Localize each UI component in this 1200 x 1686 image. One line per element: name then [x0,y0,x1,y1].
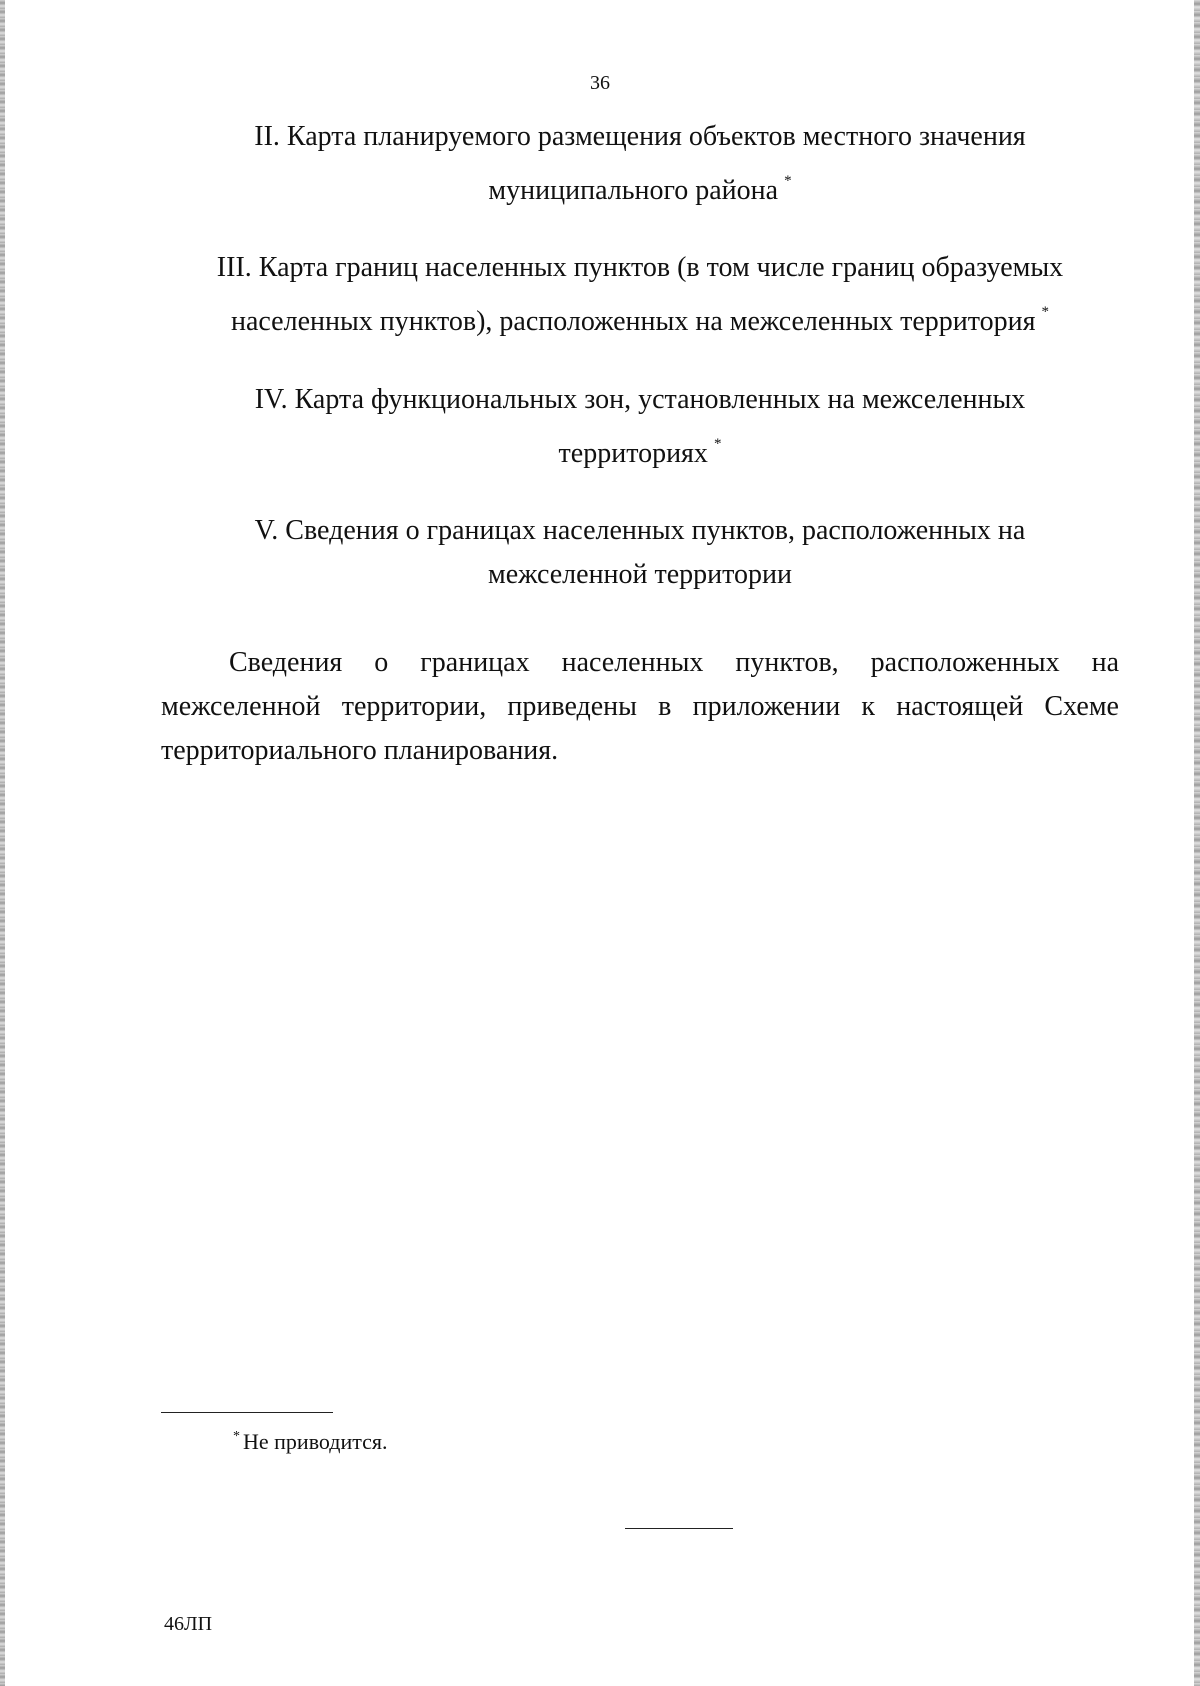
heading-line: II. Карта планируемого размещения объектов местного значения [254,121,1026,152]
heading-line: III. Карта границ населенных пунктов (в том числе границ образуемых [216,252,1064,283]
page-number: 36 [590,72,610,94]
heading-line: межселенной территории [487,559,793,590]
heading-line [160,422,1120,476]
section-heading-v [160,509,1120,597]
section-heading-iv [160,378,1120,476]
heading-line-text: муниципального района [488,175,779,206]
footnote-marker: * [233,1429,240,1444]
section-heading-iii [160,246,1120,344]
body-paragraph: Сведения о границах населенных пунктов, расположенных на межселенной территории, приведены в приложении к настоящей Схеме территориального планирования. [161,647,1119,766]
scan-edge-left [0,0,5,1686]
scan-edge-right [1194,0,1200,1686]
heading-line [160,290,1120,344]
end-of-document-rule [625,1528,733,1529]
footnote-marker: * [784,173,792,189]
footnote-separator [161,1412,333,1413]
footnote [233,1423,388,1456]
footnote-text: Не приводится. [243,1429,388,1454]
heading-line [160,159,1120,213]
heading-line-text: территориях [558,438,708,469]
section-heading-ii [160,115,1120,213]
heading-line: V. Сведения о границах населенных пунктов, расположенных на [254,515,1026,546]
document-code: 46ЛП [164,1613,213,1635]
heading-line-text: населенных пунктов), расположенных на межселенных территория [231,306,1036,337]
footnote-marker: * [713,436,722,452]
footnote-marker: * [1041,304,1049,320]
heading-line: IV. Карта функциональных зон, установленных на межселенных [254,384,1026,415]
